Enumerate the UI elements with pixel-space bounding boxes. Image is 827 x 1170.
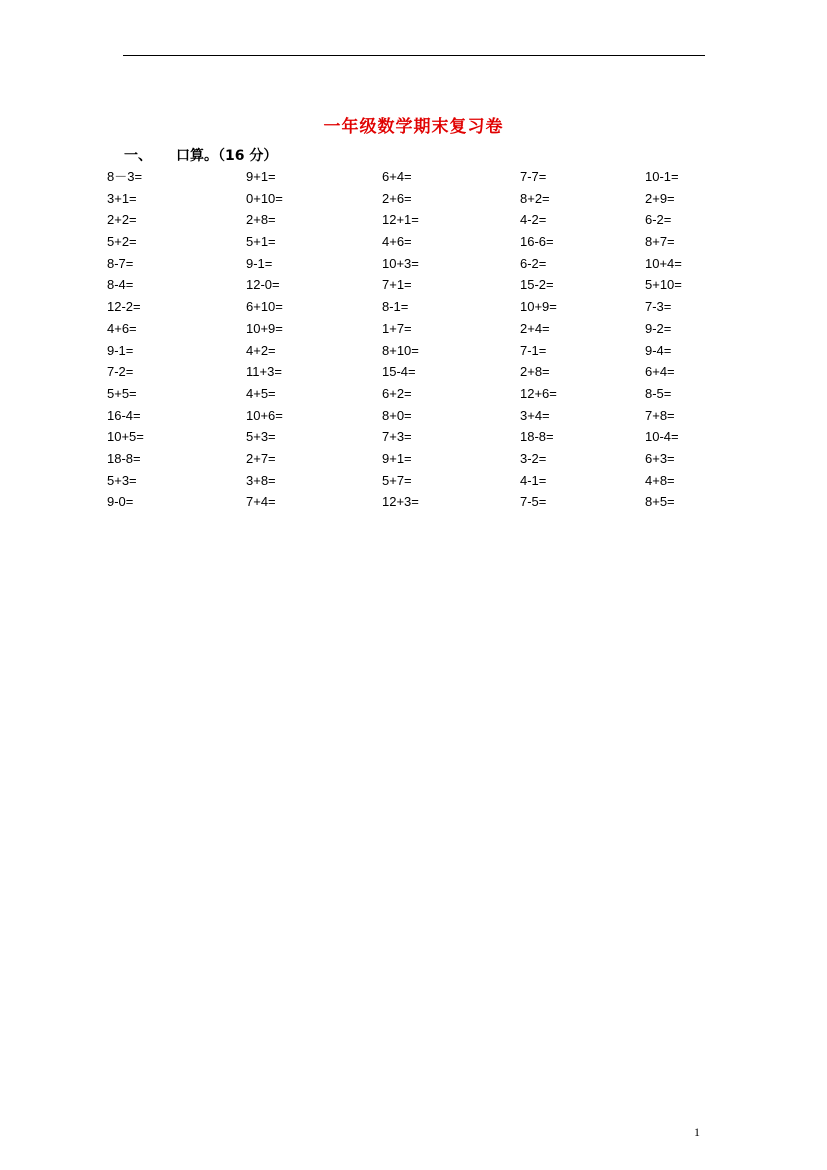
arithmetic-problem: 16-6= (520, 234, 554, 250)
arithmetic-problem: 6+4= (382, 169, 412, 184)
arithmetic-problem: 8+10= (382, 342, 419, 358)
arithmetic-problem: 12+1= (382, 212, 419, 228)
arithmetic-problem: 4+6= (107, 320, 137, 336)
arithmetic-problem: 3+8= (246, 472, 276, 488)
arithmetic-problem: 10+3= (382, 255, 419, 271)
arithmetic-problem: 5+3= (107, 472, 137, 488)
arithmetic-problem: 1+7= (382, 320, 412, 336)
arithmetic-problem: 7+1= (382, 277, 412, 293)
arithmetic-problem: 10-1= (645, 169, 679, 184)
arithmetic-problem: 2+4= (520, 320, 550, 336)
arithmetic-problem: 8－3= (107, 169, 143, 184)
arithmetic-problem: 7+3= (382, 429, 412, 445)
arithmetic-problem: 18-8= (107, 450, 141, 466)
arithmetic-problem: 4+8= (645, 472, 675, 488)
arithmetic-problem: 8+5= (645, 494, 675, 510)
arithmetic-problem: 12-2= (107, 299, 141, 315)
arithmetic-problem: 9-4= (645, 342, 672, 358)
arithmetic-problem: 6+3= (645, 450, 675, 466)
arithmetic-problem: 4-2= (520, 212, 547, 228)
arithmetic-problem: 2+8= (246, 212, 276, 228)
arithmetic-problem: 4+6= (382, 234, 412, 250)
page-number: 1 (694, 1125, 700, 1139)
arithmetic-problem: 9+1= (246, 169, 276, 184)
arithmetic-problem: 6-2= (645, 212, 672, 228)
arithmetic-problem: 3-2= (520, 450, 547, 466)
arithmetic-problem: 6-2= (520, 255, 547, 271)
arithmetic-problem: 10+9= (520, 299, 557, 315)
arithmetic-problem: 6+2= (382, 385, 412, 401)
arithmetic-problem: 2+9= (645, 190, 675, 206)
arithmetic-problem: 7+4= (246, 494, 276, 510)
arithmetic-problem: 7-5= (520, 494, 547, 510)
arithmetic-problem: 10+5= (107, 429, 144, 445)
section-title: 口算。（16 分） (176, 148, 278, 164)
arithmetic-problem: 5+5= (107, 385, 137, 401)
arithmetic-problem: 0+10= (246, 190, 283, 206)
arithmetic-problem: 7-3= (645, 299, 672, 315)
arithmetic-problem: 4+2= (246, 342, 276, 358)
arithmetic-problem: 10-4= (645, 429, 679, 445)
arithmetic-problem: 8-5= (645, 385, 672, 401)
arithmetic-problem: 2+6= (382, 190, 412, 206)
arithmetic-problem: 12+3= (382, 494, 419, 510)
arithmetic-problem: 15-2= (520, 277, 554, 293)
arithmetic-problem: 11+3= (246, 364, 282, 380)
arithmetic-problem: 2+7= (246, 450, 276, 466)
arithmetic-problem: 12+6= (520, 385, 557, 401)
arithmetic-problem: 12-0= (246, 277, 280, 293)
arithmetic-problem: 8-4= (107, 277, 134, 293)
section-heading (124, 145, 277, 165)
arithmetic-problem: 10+9= (246, 320, 283, 336)
arithmetic-problem: 7+8= (645, 407, 675, 423)
arithmetic-problem: 9-1= (107, 342, 134, 358)
arithmetic-problem: 6+10= (246, 299, 283, 315)
arithmetic-problem: 16-4= (107, 407, 141, 423)
arithmetic-problem: 8+0= (382, 407, 412, 423)
arithmetic-problem: 8-1= (382, 299, 409, 315)
arithmetic-problem: 5+10= (645, 277, 682, 293)
arithmetic-problem: 2+2= (107, 212, 137, 228)
arithmetic-problem: 7-7= (520, 169, 547, 184)
arithmetic-problem: 5+3= (246, 429, 276, 445)
header-rule (123, 55, 705, 56)
arithmetic-problem: 3+1= (107, 190, 137, 206)
arithmetic-problem: 5+7= (382, 472, 412, 488)
arithmetic-problem: 9-0= (107, 494, 134, 510)
section-number: 一、 (124, 148, 152, 164)
arithmetic-problem: 10+4= (645, 255, 682, 271)
arithmetic-problem: 18-8= (520, 429, 554, 445)
arithmetic-problem: 8-7= (107, 255, 134, 271)
arithmetic-problem: 10+6= (246, 407, 283, 423)
arithmetic-problem: 9-1= (246, 255, 273, 271)
arithmetic-problem: 8+7= (645, 234, 675, 250)
arithmetic-problem: 15-4= (382, 364, 416, 380)
arithmetic-problem: 3+4= (520, 407, 550, 423)
arithmetic-problem: 7-2= (107, 364, 134, 380)
arithmetic-problem: 4-1= (520, 472, 547, 488)
arithmetic-problem: 6+4= (645, 364, 675, 380)
arithmetic-problem: 4+5= (246, 385, 276, 401)
arithmetic-problem: 9-2= (645, 320, 672, 336)
arithmetic-problem: 9+1= (382, 450, 412, 466)
page-title: 一年级数学期末复习卷 (323, 117, 504, 137)
arithmetic-problem: 2+8= (520, 364, 550, 380)
arithmetic-problem: 8+2= (520, 190, 550, 206)
arithmetic-problem: 5+2= (107, 234, 137, 250)
arithmetic-problem: 5+1= (246, 234, 276, 250)
arithmetic-problem: 7-1= (520, 342, 547, 358)
